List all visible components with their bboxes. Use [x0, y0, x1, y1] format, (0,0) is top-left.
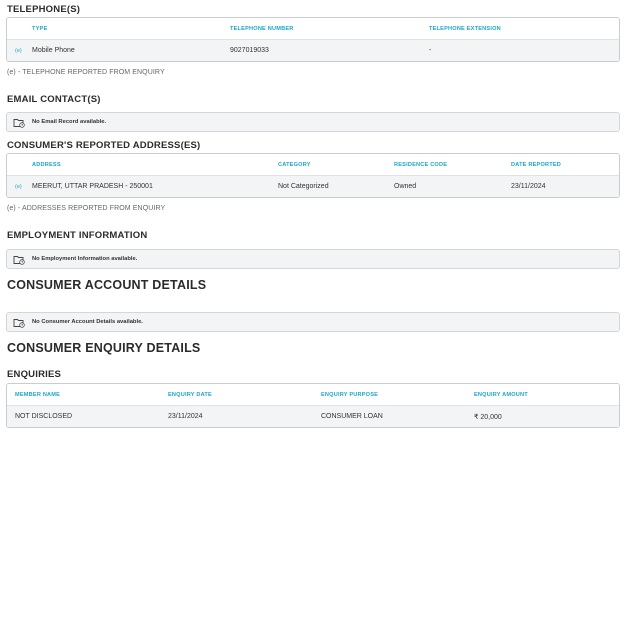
table-row	[7, 406, 619, 427]
enquiries-table	[6, 383, 620, 428]
col-telephone-number: TELEPHONE NUMBER	[230, 26, 294, 32]
telephone-extension: -	[429, 47, 432, 54]
table-row	[7, 40, 619, 61]
accounts-empty-panel	[6, 312, 620, 332]
col-type: TYPE	[32, 26, 48, 32]
telephone-table-header	[7, 18, 619, 40]
folder-clock-icon	[13, 117, 25, 128]
col-telephone-extension: TELEPHONE EXTENSION	[429, 26, 501, 32]
employment-empty-message: No Employment Information available.	[32, 256, 138, 262]
telephone-type: Mobile Phone	[32, 47, 75, 54]
enquiry-section-title: CONSUMER ENQUIRY DETAILS	[7, 341, 201, 355]
enquiries-table-header	[7, 384, 619, 406]
address-table	[6, 153, 620, 198]
telephone-table	[6, 17, 620, 62]
address-note: (e) - ADDRESSES REPORTED FROM ENQUIRY	[7, 205, 166, 212]
date-reported-value: 23/11/2024	[511, 183, 546, 190]
enquiries-subtitle: ENQUIRIES	[7, 369, 62, 380]
col-date-reported: DATE REPORTED	[511, 162, 562, 168]
col-enquiry-date: ENQUIRY DATE	[168, 392, 212, 398]
enquiry-date-value: 23/11/2024	[168, 413, 203, 420]
col-member-name: MEMBER NAME	[15, 392, 61, 398]
accounts-empty-message: No Consumer Account Details available.	[32, 319, 143, 325]
telephone-number: 9027019033	[230, 47, 269, 54]
col-enquiry-purpose: ENQUIRY PURPOSE	[321, 392, 379, 398]
residence-code-value: Owned	[394, 183, 417, 190]
employment-empty-panel	[6, 249, 620, 269]
folder-clock-icon	[13, 254, 25, 265]
address-table-header	[7, 154, 619, 176]
address-value: MEERUT, UTTAR PRADESH - 250001	[32, 183, 153, 190]
address-section-title: CONSUMER'S REPORTED ADDRESS(ES)	[7, 140, 201, 151]
col-enquiry-amount: ENQUIRY AMOUNT	[474, 392, 528, 398]
accounts-section-title: CONSUMER ACCOUNT DETAILS	[7, 278, 207, 292]
enquiry-tag: (e)	[15, 48, 22, 54]
employment-section-title: EMPLOYMENT INFORMATION	[7, 230, 148, 241]
col-category: CATEGORY	[278, 162, 311, 168]
col-residence-code: RESIDENCE CODE	[394, 162, 448, 168]
member-name-value: NOT DISCLOSED	[15, 413, 73, 420]
col-address: ADDRESS	[32, 162, 61, 168]
enquiry-amount-value: ₹ 20,000	[474, 414, 502, 421]
telephone-note: (e) - TELEPHONE REPORTED FROM ENQUIRY	[7, 69, 165, 76]
table-row	[7, 176, 619, 197]
telephone-section-title: TELEPHONE(S)	[7, 4, 81, 15]
enquiry-tag: (e)	[15, 184, 22, 190]
email-empty-message: No Email Record available.	[32, 119, 107, 125]
category-value: Not Categorized	[278, 183, 329, 190]
folder-clock-icon	[13, 317, 25, 328]
email-section-title: EMAIL CONTACT(S)	[7, 94, 101, 105]
enquiry-purpose-value: CONSUMER LOAN	[321, 413, 383, 420]
email-empty-panel	[6, 112, 620, 132]
